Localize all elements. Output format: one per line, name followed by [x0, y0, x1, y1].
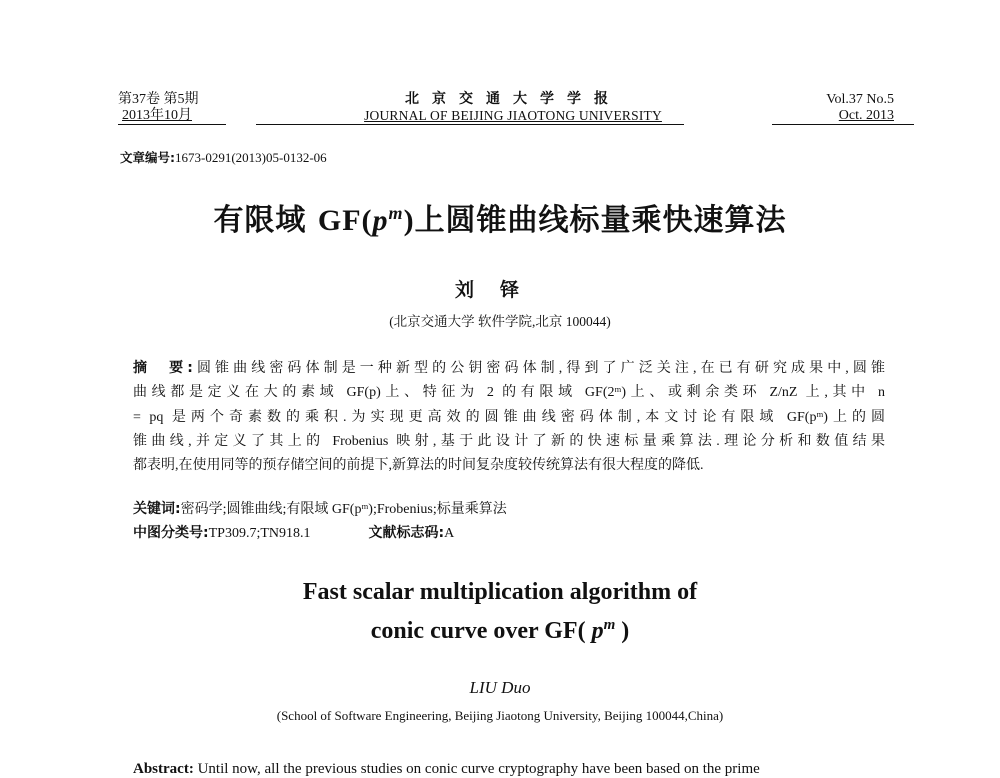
title-en-p: p [591, 618, 604, 644]
title-en-line-2-text: conic curve over GF( [370, 618, 592, 644]
affiliation-cn: (北京交通大学 软件学院,北京 100044) [389, 314, 611, 329]
title-cn-close: ) [403, 204, 415, 237]
title-cn-m: m [388, 203, 404, 223]
abstract-cn-line-5: 都表明,在使用同等的预存储空间的前提下,新算法的时间复杂度较传统算法有很大程度的降低. [133, 458, 704, 474]
abstract-en-text: Until now, all the previous studies on conic curve cryptography have been based on the prime [197, 761, 760, 777]
header-date-cn: 2013年10月 [122, 108, 192, 123]
header-date-en: Oct. 2013 [838, 108, 894, 123]
title-cn-gf: GF( [317, 204, 373, 237]
abstract-cn-line-3: = pq 是两个奇素数的乘积.为实现更高效的圆锥曲线密码体制,本文讨论有限域 GF(pᵐ)上的圆 [133, 409, 885, 425]
header-rule-left [118, 124, 226, 125]
header-rule-right [772, 124, 914, 125]
title-en-line-2 [0, 609, 1000, 648]
keywords-label: 关键词: [133, 501, 181, 517]
document-code-label: 文献标志码: [368, 525, 445, 541]
article-number [120, 148, 327, 166]
article-number-label: 文章编号: [120, 150, 175, 165]
header-journal [343, 92, 683, 124]
title-en-m: m [603, 617, 616, 633]
abstract-cn [133, 356, 885, 478]
classification-cn [133, 521, 454, 546]
journal-name-en: JOURNAL OF BEIJING JIAOTONG UNIVERSITY [364, 108, 662, 123]
abstract-cn-line-4: 锥曲线,并定义了其上的 Frobenius 映射,基于此设计了新的快速标量乘算法.理论分析和数值结果 [133, 433, 885, 449]
abstract-en [133, 760, 885, 778]
header-rule-center [256, 124, 684, 125]
classification-value: TP309.7;TN918.1 [208, 526, 311, 541]
header-left [118, 92, 199, 124]
title-en-close: ) [615, 618, 630, 644]
header-volume-en: Vol.37 No.5 [826, 92, 894, 107]
author-cn: 刘铎 [454, 280, 545, 301]
title-en-line-1: Fast scalar multiplication algorithm of [302, 579, 698, 605]
classification-label: 中图分类号: [133, 525, 209, 541]
title-cn [0, 195, 1000, 239]
header-right [812, 92, 894, 124]
abstract-cn-text-1: 圆锥曲线密码体制是一种新型的公钥密码体制,得到了广泛关注,在已有研究成果中,圆锥 [192, 361, 885, 376]
abstract-cn-line-2: 曲线都是定义在大的素域 GF(p)上、特征为 2 的有限域 GF(2ᵐ)上、或剩余类环 Z/nZ 上,其中 n [133, 385, 885, 401]
keywords-cn [133, 497, 507, 522]
article-number-value: 1673-0291(2013)05-0132-06 [175, 150, 327, 165]
author-en: LIU Duo [469, 678, 531, 697]
affiliation-en: (School of Software Engineering, Beijing Jiaotong University, Beijing 100044,China) [276, 708, 724, 723]
keywords-value: 密码学;圆锥曲线;有限域 GF(pᵐ);Frobenius;标量乘算法 [180, 502, 507, 517]
abstract-cn-label: 摘 要: [133, 360, 193, 376]
abstract-en-label: Abstract: [133, 761, 194, 777]
title-cn-p: p [372, 204, 389, 237]
journal-name-cn: 北京交通大学学报 [405, 92, 621, 107]
header-volume-cn: 第37卷 第5期 [118, 92, 199, 107]
title-en [0, 576, 1000, 648]
abstract-cn-line-1 [133, 356, 885, 381]
title-cn-prefix: 有限域 [213, 203, 318, 238]
document-code-value: A [444, 526, 455, 541]
title-cn-suffix: 上圆锥曲线标量乘快速算法 [414, 203, 787, 238]
